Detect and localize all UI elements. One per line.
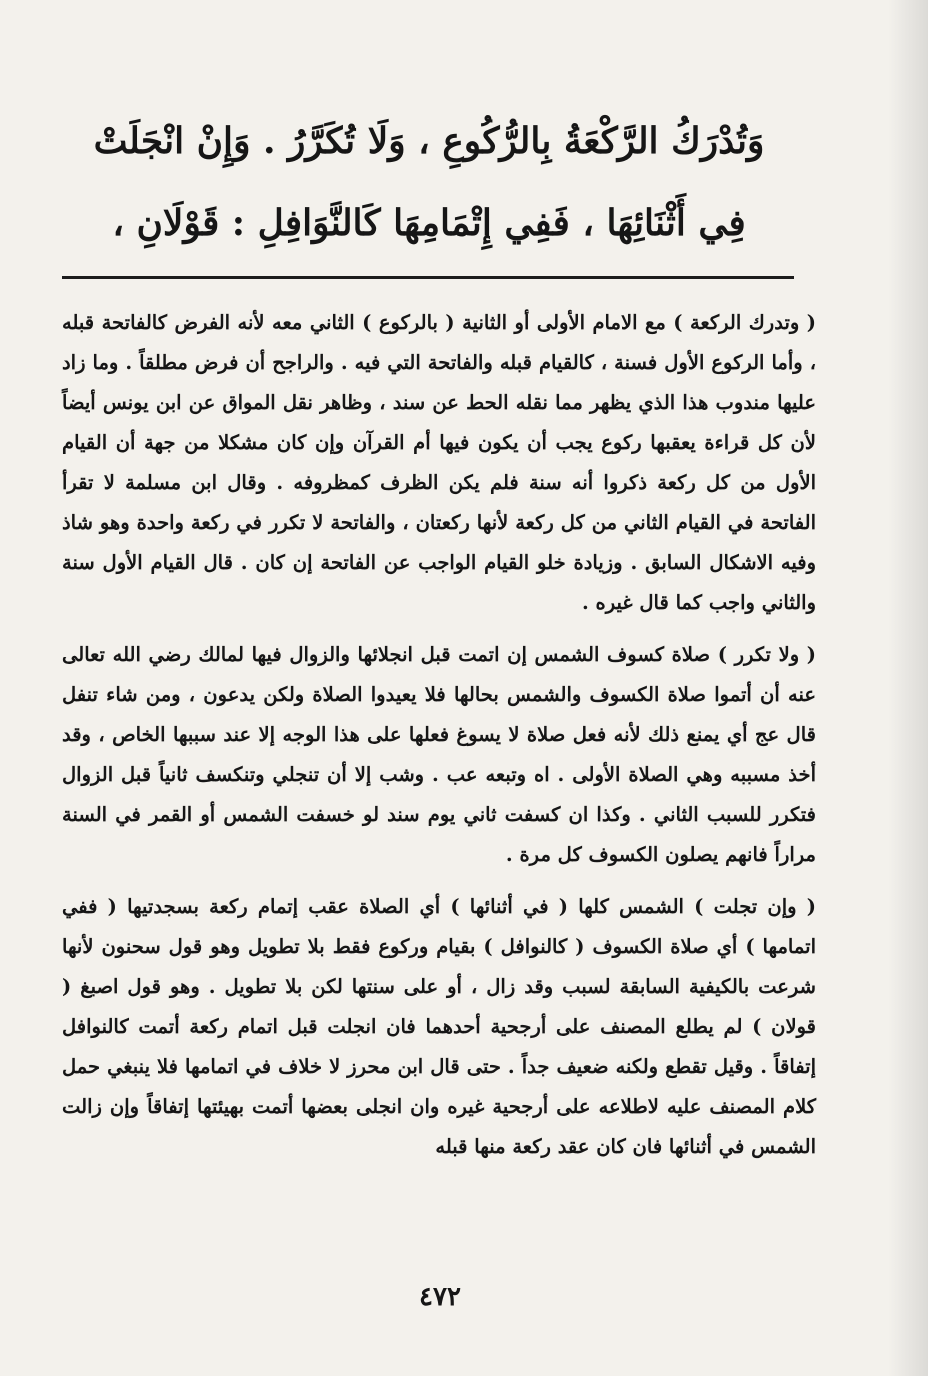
matn-line: وَتُدْرَكُ الرَّكْعَةُ بِالرُّكُوعِ ، وَلَا تُكَرَّرُ . وَإِنْ انْجَلَتْ [93,120,765,162]
commentary [62,303,816,1167]
matn-line: فِي أَثْنَائِهَا ، فَفِي إِتْمَامِهَا كَالنَّوَافِلِ : قَوْلَانِ ، [112,202,746,244]
separator-line [62,276,794,279]
page-number: ٤٧٢ [419,1282,461,1312]
commentary-paragraph: ( وإن تجلت ) الشمس كلها ( في أثنائها ) أي الصلاة عقب إتمام ركعة بسجدتيها ( ففي اتمامها ) أي صلاة الكسوف ( كالنوافل ) بقيام وركوع فقط بلا تطويل وهو قول سحنون لأنها شرعت بالكيفية السابقة لسبب وقد زال ، أو على سنتها لكن بلا تطويل . وهو قول اصبغ ( قولان ) لم يطلع المصنف على أرجحية أحدهما فان انجلت قبل اتمام ركعة أتمت كالنوافل إتفاقاً . وقيل تقطع ولكنه ضعيف جداً . حتى قال ابن محرز لا خلاف في اتمامها فلا ينبغي حمل كلام المصنف عليه لاطلاعه على أرجحية غيره وان انجلى بعضها أتمت بهيئتها إتفاقاً وإن زالت الشمس في أثنائها فان كان عقد ركعة منها قبله [62,895,816,1158]
commentary-paragraph: ( وتدرك الركعة ) مع الامام الأولى أو الثانية ( بالركوع ) الثاني معه لأنه الفرض كالفاتحة قبله ، وأما الركوع الأول فسنة ، كالقيام قبله والفاتحة التي فيه . والراجح أن فرض مطلقاً . وما زاد عليها مندوب هذا الذي يظهر مما نقله الحط عن سند ، وظاهر نقل المواق عن ابن يونس أيضاً لأن كل قراءة يعقبها ركوع يجب أن يكون فيها أم القرآن وإن كان مشكلا من جهة أن القيام الأول من كل ركعة ذكروا أنه سنة فلم يكن الظرف كمظروفه . وقال ابن مسلمة لا تقرأ الفاتحة في القيام الثاني من كل ركعة لأنها ركعتان ، والفاتحة لا تكرر في ركعة واحدة وهو شاذ وفيه الاشكال السابق . وزيادة خلو القيام الواجب عن الفاتحة إن كان . قال القيام الأول سنة والثاني واجب كما قال غيره . [62,311,817,614]
matn-text [62,100,796,264]
commentary-paragraph: ( ولا تكرر ) صلاة كسوف الشمس إن اتمت قبل انجلائها والزوال فيها لمالك رضي الله تعالى عنه أن أتموا صلاة الكسوف والشمس بحالها فلا يعيدوا الصلاة ولكن يدعون ، ومن شاء تنفل قال عج أي يمنع ذلك لأنه فعل صلاة لا يسوغ فعلها على هذا الوجه إلا عند سببها الخاص ، وقد أخذ مسببه وهي الصلاة الأولى . اه وتبعه عب . وشب إلا أن تنجلي وتنكسف ثانياً قبل الزوال فتكرر للسبب الثاني . وكذا ان كسفت ثاني يوم سند لو خسفت الشمس أو القمر في السنة مراراً فانهم يصلون الكسوف كل مرة . [62,643,816,866]
